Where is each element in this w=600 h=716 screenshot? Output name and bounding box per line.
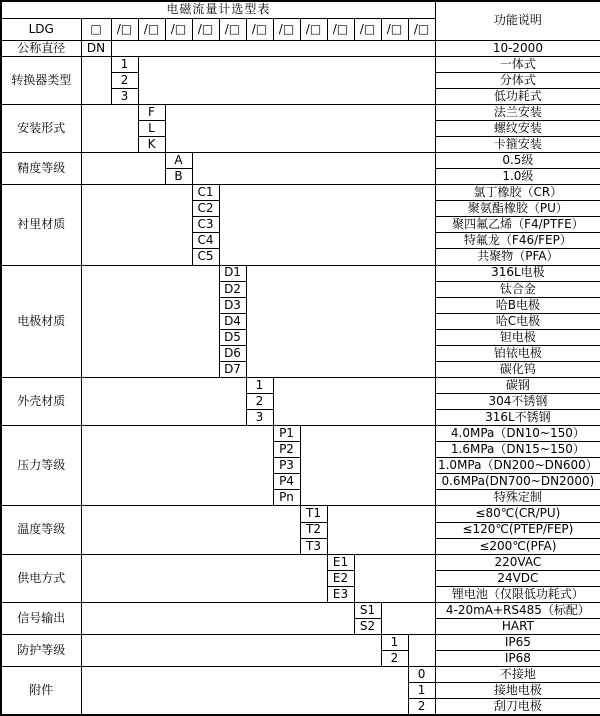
table-row	[1, 56, 600, 72]
spacer-cell	[165, 104, 435, 152]
option-function-cell: 0.5级	[435, 153, 600, 169]
option-function-cell: 220VAC	[435, 554, 600, 570]
table-title: 电磁流量计选型表	[1, 1, 435, 18]
option-code-cell: E1	[327, 554, 354, 570]
option-code-cell: 3	[246, 410, 273, 426]
spacer-cell	[111, 40, 435, 56]
spacer-cell	[138, 56, 435, 104]
spacer-cell	[81, 506, 300, 554]
option-code-cell: T3	[300, 538, 327, 554]
option-code-cell: B	[165, 169, 192, 185]
spacer-cell	[219, 185, 435, 265]
table-row	[1, 153, 600, 169]
model-slot-icon: /□	[219, 18, 246, 40]
option-function-cell: 铂铱电极	[435, 345, 600, 361]
category-label: 公称直径	[1, 40, 81, 56]
option-function-cell: 316L电极	[435, 265, 600, 281]
model-slot-icon: /□	[192, 18, 219, 40]
option-code-cell: D4	[219, 313, 246, 329]
model-slot-icon: /□	[354, 18, 381, 40]
option-function-cell: 碳化钨	[435, 361, 600, 377]
spacer-cell	[408, 634, 435, 666]
model-box-icon: □	[81, 18, 111, 40]
option-code-cell: D2	[219, 281, 246, 297]
option-function-cell: 共聚物（PFA）	[435, 249, 600, 265]
option-code-cell: 2	[381, 651, 408, 667]
spacer-cell	[81, 185, 192, 265]
table-row	[1, 265, 600, 281]
spacer-cell	[273, 377, 435, 425]
option-function-cell: 接地电极	[435, 683, 600, 699]
spacer-cell	[81, 554, 327, 602]
option-code-cell: 2	[408, 699, 435, 715]
option-code-cell: S2	[354, 618, 381, 634]
model-slot-icon: /□	[300, 18, 327, 40]
model-slot-icon: /□	[246, 18, 273, 40]
option-function-cell: 一体式	[435, 56, 600, 72]
table-row	[1, 377, 600, 393]
category-label: 压力等级	[1, 426, 81, 506]
category-label: 衬里材质	[1, 185, 81, 265]
option-code-cell: 3	[111, 88, 138, 104]
model-slot-icon: /□	[327, 18, 354, 40]
option-function-cell: 碳钢	[435, 377, 600, 393]
option-function-cell: 低功耗式	[435, 88, 600, 104]
option-code-cell: D3	[219, 297, 246, 313]
spacer-cell	[300, 426, 435, 506]
option-function-cell: 钛合金	[435, 281, 600, 297]
model-slot-icon: /□	[408, 18, 435, 40]
option-code-cell: 1	[408, 683, 435, 699]
option-function-cell: IP68	[435, 651, 600, 667]
spacer-cell	[81, 153, 165, 185]
option-code-cell: P2	[273, 442, 300, 458]
option-code-cell: Pn	[273, 490, 300, 506]
option-code-cell: 1	[111, 56, 138, 72]
spacer-cell	[81, 377, 246, 425]
spacer-cell	[81, 56, 111, 104]
spacer-cell	[81, 104, 138, 152]
option-function-cell: 304不锈钢	[435, 394, 600, 410]
option-function-cell: 螺纹安装	[435, 120, 600, 136]
option-code-cell: C3	[192, 217, 219, 233]
table-row	[1, 1, 600, 18]
option-function-cell: 24VDC	[435, 570, 600, 586]
option-function-cell: 10-2000	[435, 40, 600, 56]
category-label: 供电方式	[1, 554, 81, 602]
option-code-cell: P3	[273, 458, 300, 474]
option-code-cell: A	[165, 153, 192, 169]
option-function-cell: 钽电极	[435, 329, 600, 345]
option-function-cell: 分体式	[435, 72, 600, 88]
model-slot-icon: /□	[111, 18, 138, 40]
spacer-cell	[354, 554, 435, 602]
option-code-cell: C5	[192, 249, 219, 265]
option-function-cell: 1.6MPa（DN15~150）	[435, 442, 600, 458]
spacer-cell	[192, 153, 435, 185]
option-code-cell: E3	[327, 586, 354, 602]
option-function-cell: 卡箍安装	[435, 137, 600, 153]
option-function-cell: 1.0MPa（DN200~DN600）	[435, 458, 600, 474]
category-label: 转换器类型	[1, 56, 81, 104]
option-code-cell: S1	[354, 602, 381, 618]
table-row	[1, 667, 600, 683]
function-column-header: 功能说明	[435, 1, 600, 40]
option-function-cell: 316L不锈钢	[435, 410, 600, 426]
table-row	[1, 185, 600, 201]
category-label: 信号输出	[1, 602, 81, 634]
model-slot-icon: /□	[138, 18, 165, 40]
option-function-cell: ≤120℃(PTEP/FEP)	[435, 522, 600, 538]
table-row	[1, 602, 600, 618]
spacer-cell	[81, 426, 273, 506]
option-function-cell: ≤80℃(CR/PU)	[435, 506, 600, 522]
option-code-cell: 0	[408, 667, 435, 683]
option-code-cell: F	[138, 104, 165, 120]
option-function-cell: 氯丁橡胶（CR）	[435, 185, 600, 201]
option-function-cell: 特殊定制	[435, 490, 600, 506]
spacer-cell	[81, 265, 219, 377]
option-code-cell: 2	[111, 72, 138, 88]
spacer-cell	[81, 634, 381, 666]
option-function-cell: ≤200℃(PFA)	[435, 538, 600, 554]
option-code-cell: C4	[192, 233, 219, 249]
option-code-cell: 1	[246, 377, 273, 393]
table-row	[1, 426, 600, 442]
spacer-cell	[381, 602, 435, 634]
option-code-cell: D6	[219, 345, 246, 361]
option-code-cell: 1	[381, 634, 408, 650]
table-row	[1, 40, 600, 56]
category-label: 温度等级	[1, 506, 81, 554]
table-row	[1, 506, 600, 522]
category-label: 电极材质	[1, 265, 81, 377]
table-row	[1, 634, 600, 650]
option-function-cell: 特氟龙（F46/FEP）	[435, 233, 600, 249]
option-code-cell: D1	[219, 265, 246, 281]
option-code-cell: T2	[300, 522, 327, 538]
category-label: 防护等级	[1, 634, 81, 666]
option-code-cell: T1	[300, 506, 327, 522]
option-function-cell: 1.0级	[435, 169, 600, 185]
category-label: 安装形式	[1, 104, 81, 152]
option-code-cell: 2	[246, 394, 273, 410]
option-code-cell: D7	[219, 361, 246, 377]
option-function-cell: IP65	[435, 634, 600, 650]
option-function-cell: 聚氨酯橡胶（PU）	[435, 201, 600, 217]
option-code-cell: DN	[81, 40, 111, 56]
table-row	[1, 554, 600, 570]
category-label: 精度等级	[1, 153, 81, 185]
option-code-cell: L	[138, 120, 165, 136]
option-code-cell: K	[138, 137, 165, 153]
option-function-cell: 刮刀电极	[435, 699, 600, 715]
option-function-cell: HART	[435, 618, 600, 634]
option-code-cell: E2	[327, 570, 354, 586]
table-row	[1, 104, 600, 120]
option-function-cell: 聚四氟乙烯（F4/PTFE）	[435, 217, 600, 233]
category-label: 附件	[1, 667, 81, 715]
option-function-cell: 法兰安装	[435, 104, 600, 120]
option-function-cell: 4.0MPa（DN10~150）	[435, 426, 600, 442]
option-function-cell: 哈C电极	[435, 313, 600, 329]
spacer-cell	[327, 506, 435, 554]
option-code-cell: P4	[273, 474, 300, 490]
option-code-cell: C2	[192, 201, 219, 217]
spacer-cell	[246, 265, 435, 377]
option-code-cell: D5	[219, 329, 246, 345]
option-function-cell: 哈B电极	[435, 297, 600, 313]
spacer-cell	[81, 667, 408, 715]
option-function-cell: 不接地	[435, 667, 600, 683]
option-function-cell: 0.6MPa(DN700~DN2000)	[435, 474, 600, 490]
option-function-cell: 4-20mA+RS485（标配）	[435, 602, 600, 618]
category-label: 外壳材质	[1, 377, 81, 425]
option-code-cell: P1	[273, 426, 300, 442]
option-function-cell: 锂电池（仅限低功耗式）	[435, 586, 600, 602]
spacer-cell	[81, 602, 354, 634]
model-slot-icon: /□	[381, 18, 408, 40]
model-slot-icon: /□	[273, 18, 300, 40]
model-slot-icon: /□	[165, 18, 192, 40]
model-prefix-cell: LDG	[1, 18, 81, 40]
option-code-cell: C1	[192, 185, 219, 201]
